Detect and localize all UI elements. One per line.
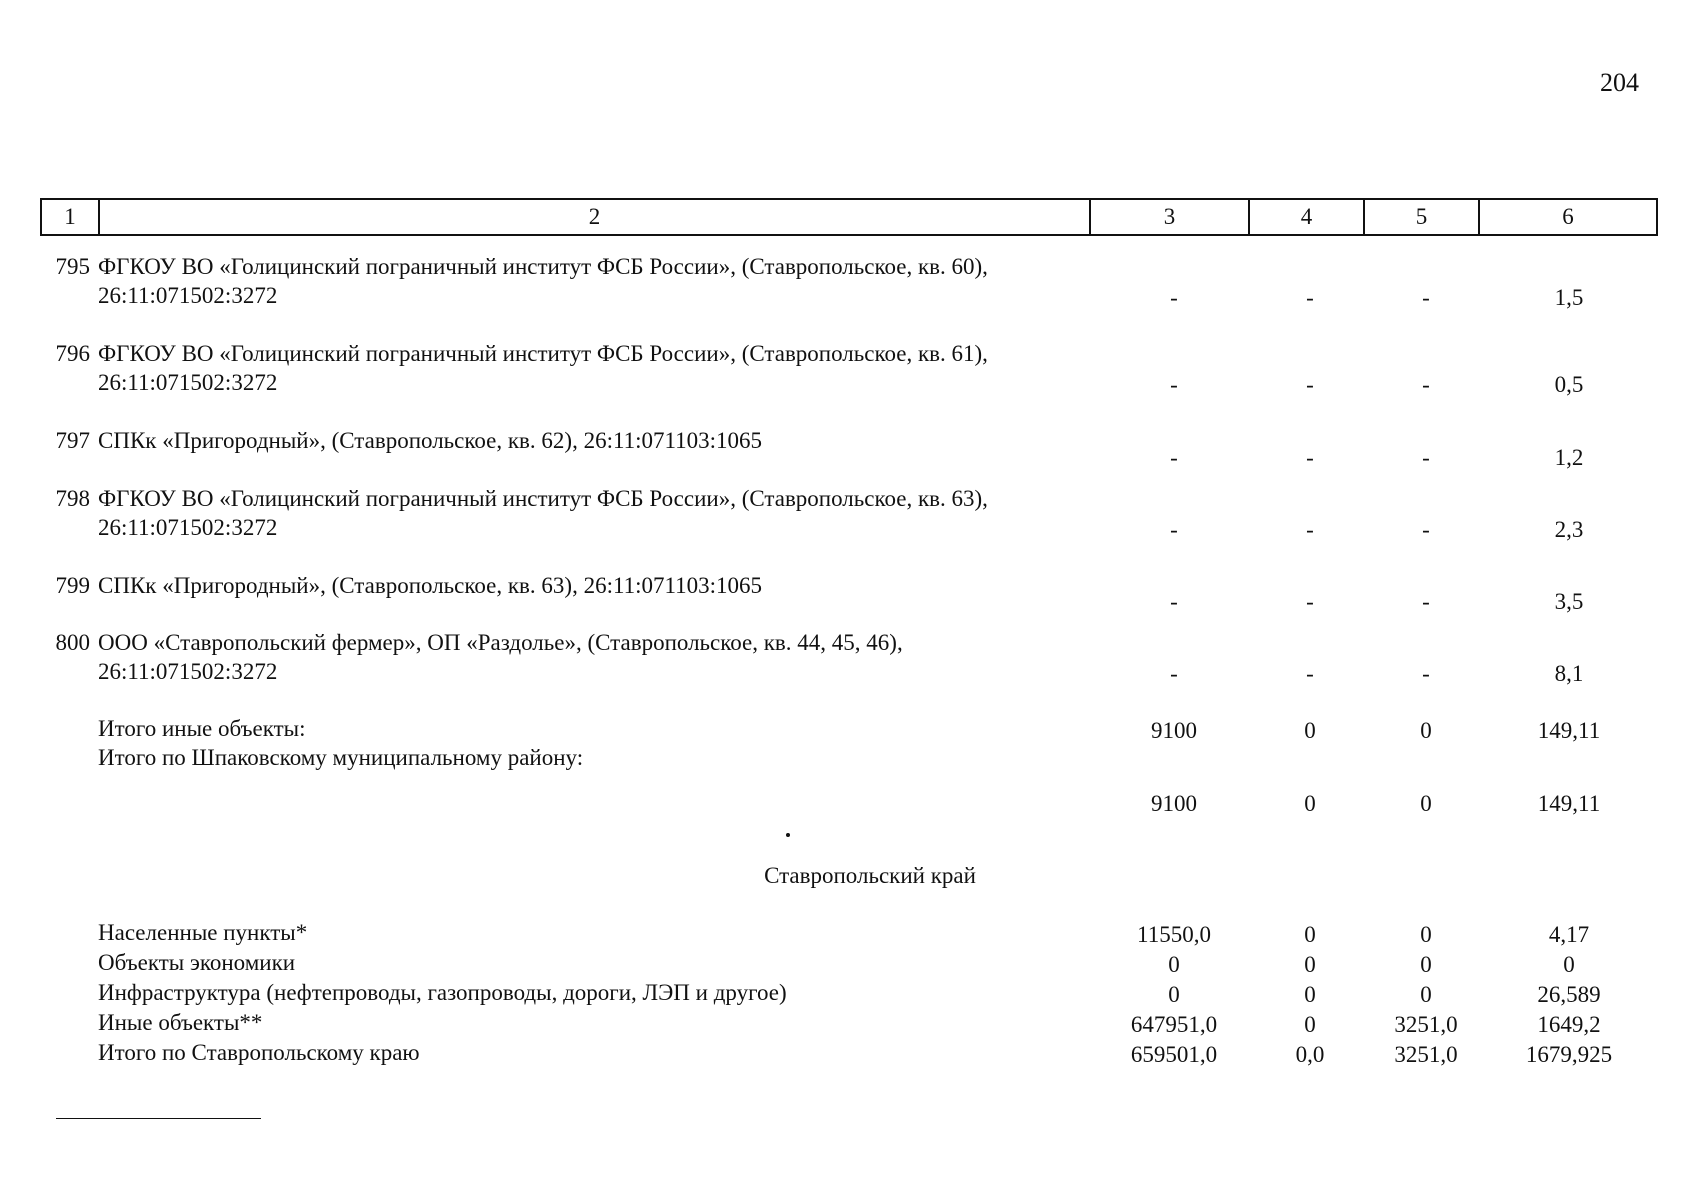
row-col-6: 2,3 — [1554, 517, 1584, 542]
row-col-4: - — [1306, 372, 1314, 397]
summary-label: Иные объекты** — [98, 1010, 263, 1035]
row-cadastral: 26:11:071502:3272 — [98, 370, 278, 395]
totals-other-col-3: 9100 — [1151, 718, 1197, 743]
row-col-3: - — [1170, 285, 1178, 310]
totals-district-col-3: 9100 — [1151, 791, 1197, 816]
page-number: 204 — [1600, 68, 1639, 97]
totals-other-col-5: 0 — [1420, 718, 1432, 743]
row-description: ФГКОУ ВО «Голицинский пограничный институт ФСБ России», (Ставропольское, кв. 63), — [98, 486, 988, 511]
stray-dot — [786, 833, 790, 837]
summary-col-6: 4,17 — [1548, 922, 1590, 947]
row-col-3: - — [1170, 517, 1178, 542]
row-cadastral: 26:11:071502:3272 — [98, 659, 278, 684]
header-col-3: 3 — [1091, 200, 1250, 234]
row-col-6: 0,5 — [1554, 372, 1584, 397]
row-col-6: 8,1 — [1554, 661, 1584, 686]
row-col-3: - — [1170, 661, 1178, 686]
table-header — [40, 198, 1658, 236]
footnote-rule — [56, 1118, 261, 1119]
summary-col-6: 1649,2 — [1537, 1012, 1601, 1037]
row-description: ООО «Ставропольский фермер», ОП «Раздолье», (Ставропольское, кв. 44, 45, 46), — [98, 630, 903, 655]
row-number: 796 — [55, 341, 90, 366]
row-description: СПКк «Пригородный», (Ставропольское, кв. 62), 26:11:071103:1065 — [98, 428, 763, 453]
row-col-5: - — [1422, 517, 1430, 542]
summary-label: Населенные пункты* — [98, 920, 308, 945]
row-col-4: - — [1306, 517, 1314, 542]
summary-col-4: 0 — [1304, 1012, 1316, 1037]
row-col-4: - — [1306, 589, 1314, 614]
row-col-5: - — [1422, 589, 1430, 614]
summary-col-4: 0 — [1304, 952, 1316, 977]
row-col-6: 1,2 — [1554, 445, 1584, 470]
summary-col-3: 647951,0 — [1130, 1012, 1218, 1037]
summary-col-5: 0 — [1420, 982, 1432, 1007]
summary-col-6: 1679,925 — [1525, 1042, 1613, 1067]
summary-col-4: 0,0 — [1295, 1042, 1325, 1067]
totals-district-col-5: 0 — [1420, 791, 1432, 816]
summary-col-3: 0 — [1168, 982, 1180, 1007]
summary-col-4: 0 — [1304, 922, 1316, 947]
row-cadastral: 26:11:071502:3272 — [98, 283, 278, 308]
row-col-3: - — [1170, 445, 1178, 470]
row-number: 797 — [55, 428, 90, 453]
header-col-4: 4 — [1250, 200, 1365, 234]
row-col-3: - — [1170, 372, 1178, 397]
summary-label: Итого по Ставропольскому краю — [98, 1040, 420, 1065]
row-col-5: - — [1422, 285, 1430, 310]
summary-col-3: 11550,0 — [1137, 922, 1211, 947]
row-number: 798 — [55, 486, 90, 511]
row-col-3: - — [1170, 589, 1178, 614]
row-number: 795 — [55, 254, 90, 279]
row-cadastral: 26:11:071502:3272 — [98, 515, 278, 540]
header-col-1: 1 — [42, 200, 100, 234]
row-description: ФГКОУ ВО «Голицинский пограничный институт ФСБ России», (Ставропольское, кв. 61), — [98, 341, 988, 366]
totals-district-col-6: 149,11 — [1537, 791, 1601, 816]
row-number: 800 — [55, 630, 90, 655]
row-col-6: 1,5 — [1554, 285, 1584, 310]
totals-district-label: Итого по Шпаковскому муниципальному району: — [98, 745, 584, 770]
totals-other-label: Итого иные объекты: — [98, 716, 306, 741]
summary-label: Объекты экономики — [98, 950, 296, 975]
row-description: СПКк «Пригородный», (Ставропольское, кв. 63), 26:11:071103:1065 — [98, 573, 763, 598]
row-number: 799 — [55, 573, 90, 598]
header-col-2: 2 — [100, 200, 1091, 234]
row-col-4: - — [1306, 661, 1314, 686]
row-col-4: - — [1306, 445, 1314, 470]
summary-col-3: 659501,0 — [1130, 1042, 1218, 1067]
row-col-4: - — [1306, 285, 1314, 310]
totals-other-col-4: 0 — [1304, 718, 1316, 743]
totals-district-col-4: 0 — [1304, 791, 1316, 816]
row-description: ФГКОУ ВО «Голицинский пограничный институт ФСБ России», (Ставропольское, кв. 60), — [98, 254, 988, 279]
header-col-6: 6 — [1562, 204, 1574, 229]
summary-col-3: 0 — [1168, 952, 1180, 977]
summary-col-5: 0 — [1420, 952, 1432, 977]
section-title: Ставропольский край — [764, 863, 976, 888]
summary-col-5: 0 — [1420, 922, 1432, 947]
summary-col-5: 3251,0 — [1394, 1012, 1458, 1037]
summary-label: Инфраструктура (нефтепроводы, газопроводы, дороги, ЛЭП и другое) — [98, 980, 787, 1005]
summary-col-4: 0 — [1304, 982, 1316, 1007]
row-col-6: 3,5 — [1554, 589, 1584, 614]
summary-col-5: 3251,0 — [1394, 1042, 1458, 1067]
summary-col-6: 26,589 — [1537, 982, 1601, 1007]
row-col-5: - — [1422, 445, 1430, 470]
row-col-5: - — [1422, 372, 1430, 397]
row-col-5: - — [1422, 661, 1430, 686]
summary-col-6: 0 — [1563, 952, 1575, 977]
header-col-5: 5 — [1365, 200, 1480, 234]
totals-other-col-6: 149,11 — [1537, 718, 1601, 743]
